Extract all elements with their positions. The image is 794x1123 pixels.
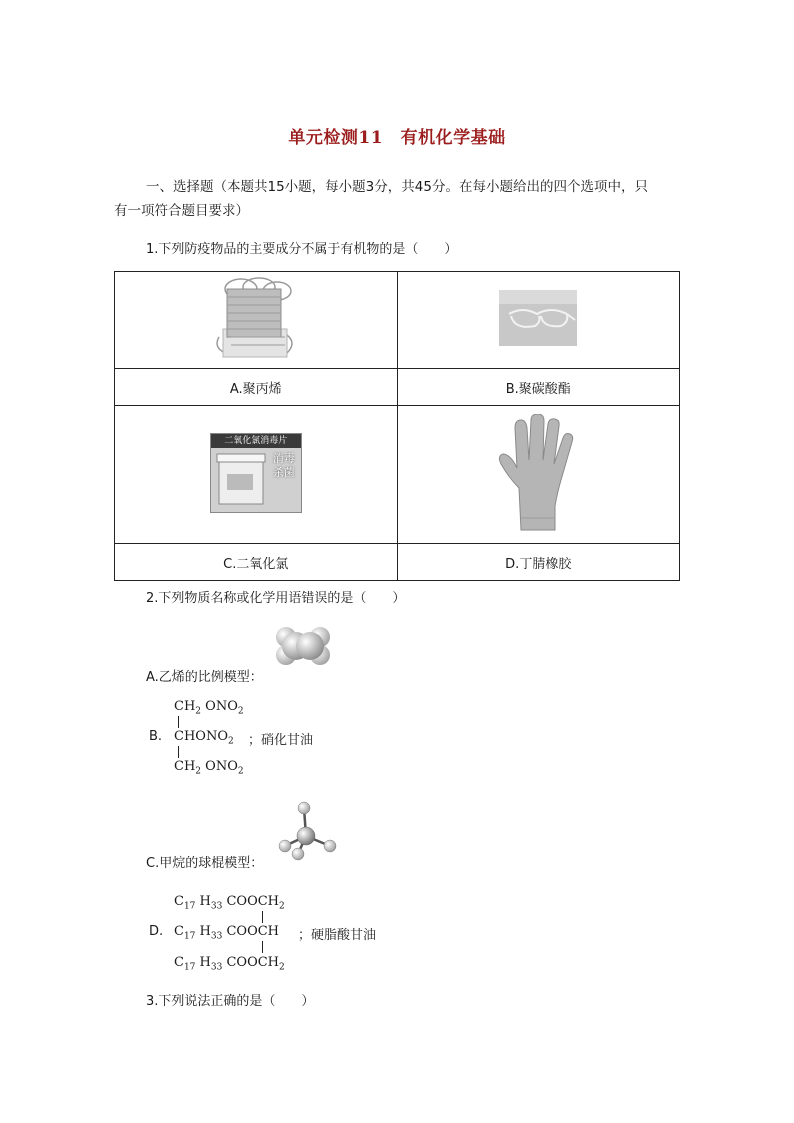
product-banner: 二氧化氯消毒片 — [211, 434, 301, 448]
question-2-option-c: C.甲烷的球棍模型： — [146, 856, 264, 871]
option-c-image-cell — [115, 406, 398, 544]
question-1-stem: 1.下列防疫物品的主要成分不属于有机物的是（ ） — [146, 242, 458, 257]
option-d-label: D.丁腈橡胶 — [397, 544, 680, 581]
question-1-options-table — [114, 271, 680, 581]
disinfectant-bucket-icon — [210, 433, 302, 513]
option-c-label: C.二氧化氯 — [115, 544, 398, 581]
option-b-label: B.聚碳酸酯 — [397, 369, 680, 406]
nitroglycerin-line-2: $CHONO_2$ — [174, 729, 234, 747]
goggles-icon — [499, 288, 577, 348]
question-2-option-a: A.乙烯的比例模型： — [146, 670, 263, 685]
bond-line — [262, 941, 263, 953]
side-text: 消毒杀菌 — [272, 451, 295, 479]
question-2-stem: 2.下列物质名称或化学用语错误的是（ ） — [146, 591, 406, 606]
page-title: 单元检测11 有机化学基础 — [288, 128, 506, 148]
section-instruction-line2: 有一项符合题目要求） — [114, 203, 249, 219]
nitroglycerin-line-3: $CH_2$ $ONO_2$ — [174, 759, 244, 777]
stearin-line-2: $C_{17}$ $H_{33}$ COOCH — [174, 924, 280, 942]
section-instruction-line1: 一、选择题（本题共15小题，每小题3分，共45分。在每小题给出的四个选项中，只 — [146, 179, 648, 195]
question-2-option-d-prefix: D. — [149, 924, 164, 939]
bucket-icon — [215, 452, 269, 508]
question-2-option-b-name: ；硝化甘油 — [248, 733, 314, 748]
methane-ball-and-stick-model-icon — [276, 800, 340, 864]
bond-line — [178, 746, 179, 758]
bond-line — [262, 911, 263, 923]
question-3-stem: 3.下列说法正确的是（ ） — [146, 994, 315, 1009]
question-2-option-d-name: ；硬脂酸甘油 — [298, 928, 377, 943]
ethylene-space-filling-model-icon — [272, 624, 334, 668]
mask-icon — [211, 277, 301, 359]
option-a-image-cell — [115, 272, 398, 369]
question-2-option-b-prefix: B. — [149, 729, 163, 744]
option-d-image-cell — [397, 406, 680, 544]
option-b-image-cell — [397, 272, 680, 369]
stearin-line-1: $C_{17}$ $H_{33}$ $COOCH_2$ — [174, 894, 285, 912]
option-a-label: A.聚丙烯 — [115, 369, 398, 406]
stearin-line-3: $C_{17}$ $H_{33}$ $COOCH_2$ — [174, 955, 285, 973]
glove-icon — [493, 414, 583, 532]
nitroglycerin-line-1: $CH_2$ $ONO_2$ — [174, 699, 244, 717]
bond-line — [178, 716, 179, 728]
